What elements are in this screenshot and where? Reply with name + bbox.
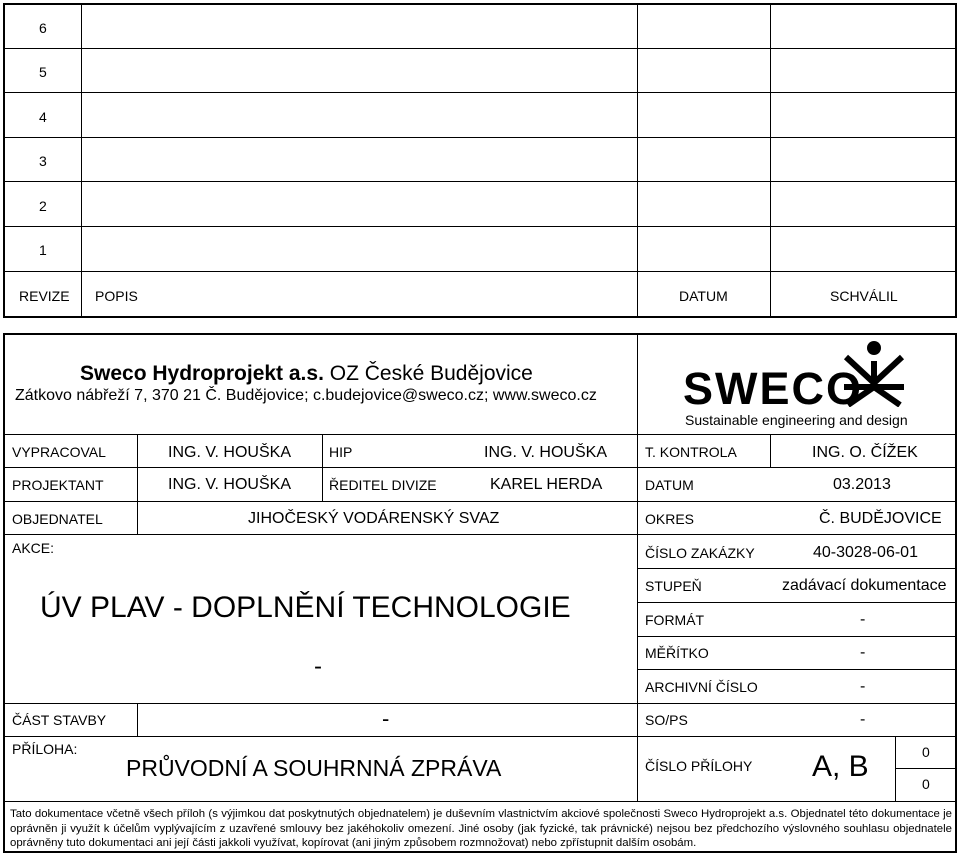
projektant-value: ING. V. HOUŠKA (168, 476, 291, 493)
vypracoval-label: VYPRACOVAL (12, 444, 106, 460)
format-label: FORMÁT (645, 612, 705, 628)
revision-header-popis: POPIS (95, 288, 138, 304)
okres-value: Č. BUDĚJOVICE (819, 510, 942, 527)
revision-header-schvalil: SCHVÁLIL (830, 288, 898, 304)
okres-label: OKRES (645, 511, 695, 527)
cislo-prilohy-value: A, B (812, 750, 869, 783)
sops-label: SO/PS (645, 712, 688, 728)
hip-value: ING. V. HOUŠKA (484, 444, 607, 461)
archivni-label: ARCHIVNÍ ČÍSLO (645, 679, 758, 695)
stupen-value: zadávací dokumentace (782, 577, 947, 594)
sweco-figure-icon (838, 339, 910, 407)
datum-label: DATUM (645, 477, 694, 493)
cislo-zakazky-label: ČÍSLO ZAKÁZKY (645, 545, 755, 561)
akce-label: AKCE: (12, 540, 55, 556)
reditel-value: KAREL HERDA (490, 476, 603, 493)
company-branch: OZ České Budějovice (329, 362, 533, 385)
cast-stavby-label: ČÁST STAVBY (12, 712, 107, 728)
revision-row-number: 4 (39, 109, 47, 125)
cast-stavby-value: - (382, 706, 390, 731)
akce-sub: - (314, 653, 322, 680)
vypracoval-value: ING. V. HOUŠKA (168, 444, 291, 461)
cislo-prilohy-label: ČÍSLO PŘÍLOHY (645, 758, 753, 774)
company-address: Zátkovo nábřeží 7, 370 21 Č. Budějovice; c.budejovice@sweco.cz; www.sweco.cz (15, 387, 597, 404)
priloha-label: PŘÍLOHA: (12, 741, 78, 757)
meritko-label: MĚŘÍTKO (645, 645, 709, 661)
revision-row-number: 1 (39, 242, 47, 258)
logo-wordmark: SWECO (683, 363, 864, 414)
copyright-disclaimer: Tato dokumentace včetně všech příloh (s výjimkou dat poskytnutých objednatelem) je duševním vlastnictvím akciové společnosti Sweco Hydroprojekt a.s. Objednatel této dokumentace je oprávněn ji využít k účelům vyplývajícím z uzavřené smlouvy bez jakéhokoliv omezení. Jiné osoby (jak fyzické, tak právnické) nejsou bez předchozího výslovného souhlasu objednatele oprávněny tuto dokumentaci ani její části jakkoli využívat, kopírovat (ani jiným způsobem rozmnožovat) nebo zpřístupnit dalším osobám. (10, 808, 952, 849)
sops-value: - (860, 711, 866, 728)
kontrola-label: T. KONTROLA (645, 444, 737, 460)
kontrola-value: ING. O. ČÍŽEK (812, 444, 918, 461)
meritko-value: - (860, 644, 866, 661)
company-heading (80, 363, 533, 384)
revision-row-number: 5 (39, 64, 47, 80)
prilohy-index-bottom: 0 (922, 776, 930, 792)
stupen-label: STUPEŇ (645, 578, 702, 594)
revision-header-datum: DATUM (679, 288, 728, 304)
revision-row-number: 2 (39, 198, 47, 214)
akce-value: ÚV PLAV - DOPLNĚNÍ TECHNOLOGIE (40, 591, 571, 624)
revision-header-revize: REVIZE (19, 288, 70, 304)
logo-tagline: Sustainable engineering and design (685, 412, 908, 428)
cislo-zakazky-value: 40-3028-06-01 (813, 544, 918, 561)
reditel-label: ŘEDITEL DIVIZE (329, 477, 437, 493)
objednatel-label: OBJEDNATEL (12, 511, 103, 527)
revision-row-number: 6 (39, 20, 47, 36)
projektant-label: PROJEKTANT (12, 477, 104, 493)
archivni-value: - (860, 678, 866, 695)
priloha-value: PRŮVODNÍ A SOUHRNNÁ ZPRÁVA (126, 755, 502, 781)
company-name: Sweco Hydroprojekt a.s. (80, 362, 324, 385)
datum-value: 03.2013 (833, 476, 891, 493)
hip-label: HIP (329, 444, 353, 460)
prilohy-index-top: 0 (922, 744, 930, 760)
objednatel-value: JIHOČESKÝ VODÁRENSKÝ SVAZ (248, 510, 500, 527)
revision-row-number: 3 (39, 153, 47, 169)
format-value: - (860, 611, 866, 628)
